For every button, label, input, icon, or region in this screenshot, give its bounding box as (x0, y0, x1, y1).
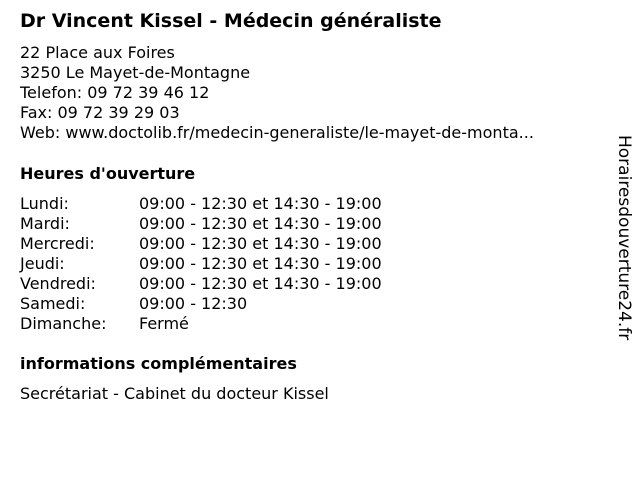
phone-number: Telefon: 09 72 39 46 12 (20, 83, 210, 102)
hours-row-thursday (20, 254, 382, 274)
day-label: Mardi: (20, 214, 70, 233)
day-label: Samedi: (20, 294, 86, 313)
additional-info-text: Secrétariat - Cabinet du docteur Kissel (20, 384, 329, 403)
hours-row-wednesday (20, 234, 382, 254)
contact-block (20, 43, 534, 143)
hours-row-saturday (20, 294, 382, 314)
hours-row-tuesday (20, 214, 382, 234)
opening-hours-heading: Heures d'ouverture (20, 164, 196, 183)
day-label: Lundi: (20, 194, 69, 213)
time-range: 09:00 - 12:30 et 14:30 - 19:00 (139, 254, 382, 273)
hours-row-sunday (20, 314, 382, 334)
site-watermark: Horairesdouverture24.fr (614, 135, 634, 341)
hours-row-friday (20, 274, 382, 294)
page-title: Dr Vincent Kissel - Médecin généraliste (20, 10, 442, 32)
fax-number: Fax: 09 72 39 29 03 (20, 103, 180, 122)
hours-row-monday (20, 194, 382, 214)
time-range: 09:00 - 12:30 et 14:30 - 19:00 (139, 274, 382, 293)
address-street: 22 Place aux Foires (20, 43, 175, 62)
time-range: 09:00 - 12:30 et 14:30 - 19:00 (139, 214, 382, 233)
time-range: 09:00 - 12:30 et 14:30 - 19:00 (139, 234, 382, 253)
day-label: Dimanche: (20, 314, 107, 333)
time-range: 09:00 - 12:30 (139, 294, 248, 313)
address-city: 3250 Le Mayet-de-Montagne (20, 63, 251, 82)
opening-hours-table (20, 194, 382, 334)
time-range: Fermé (139, 314, 189, 333)
additional-info-heading: informations complémentaires (20, 354, 297, 373)
website-link[interactable]: Web: www.doctolib.fr/medecin-generaliste/le-mayet-de-monta... (20, 123, 534, 142)
time-range: 09:00 - 12:30 et 14:30 - 19:00 (139, 194, 382, 213)
day-label: Jeudi: (20, 254, 65, 273)
day-label: Vendredi: (20, 274, 96, 293)
day-label: Mercredi: (20, 234, 95, 253)
